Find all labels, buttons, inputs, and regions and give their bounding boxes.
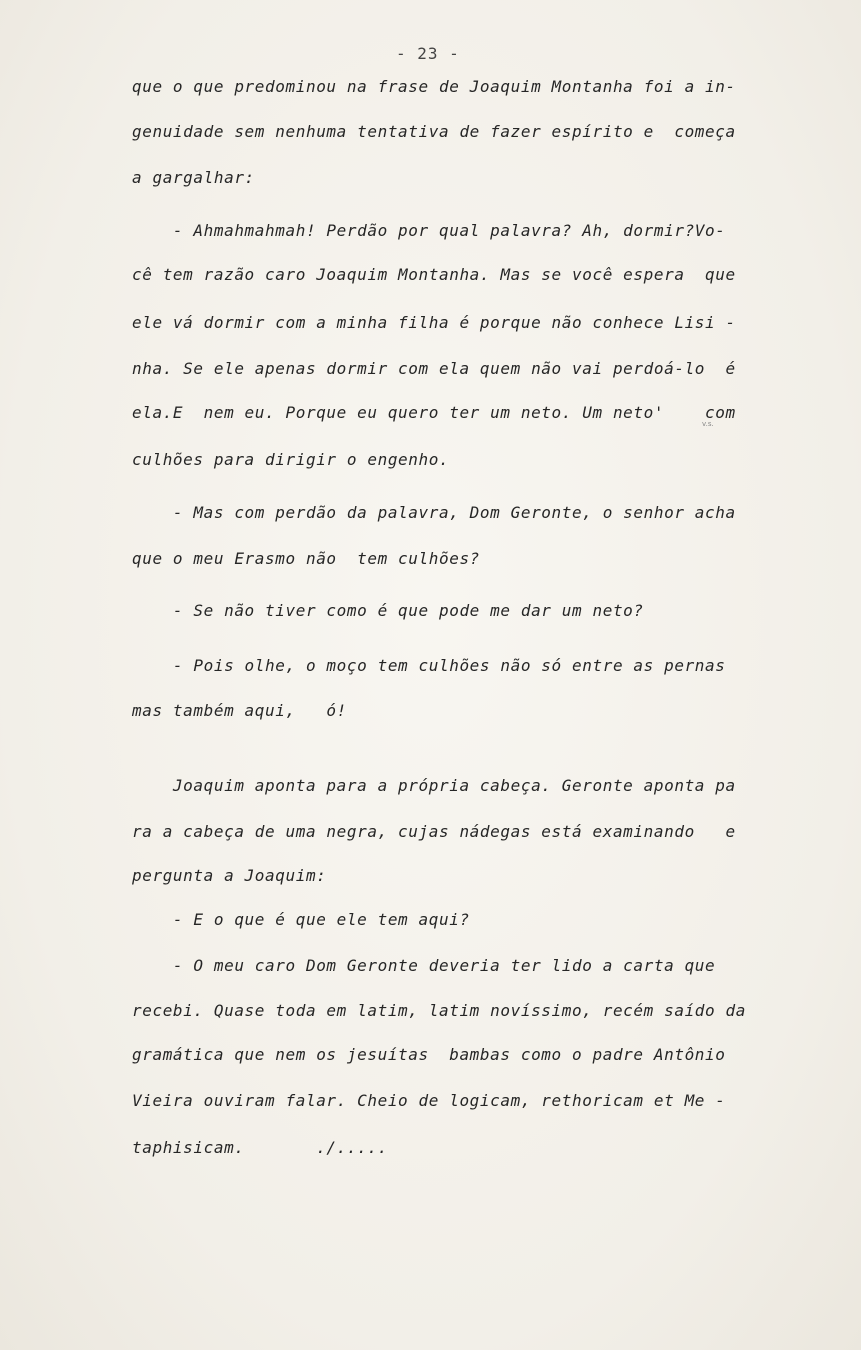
text-line-21: gramática que nem os jesuítas bambas como o padre Antônio — [132, 1045, 726, 1064]
margin-mark: v.s. — [702, 420, 714, 428]
text-line-16: ra a cabeça de uma negra, cujas nádegas está examinando e — [132, 822, 736, 841]
text-line-19: - O meu caro Dom Geronte deveria ter lido a carta que — [132, 956, 716, 975]
text-line-4: - Ahmahmahmah! Perdão por qual palavra? Ah, dormir?Vo- — [132, 221, 726, 240]
text-line-15: Joaquim aponta para a própria cabeça. Geronte aponta pa — [132, 776, 736, 795]
text-line-12: - Se não tiver como é que pode me dar um neto? — [132, 601, 644, 620]
text-line-13: - Pois olhe, o moço tem culhões não só entre as pernas — [132, 656, 726, 675]
page-number: - 23 - — [396, 44, 460, 63]
text-line-3: a gargalhar: — [132, 168, 255, 187]
text-line-23: taphisicam. ./..... — [132, 1138, 388, 1157]
text-line-1: que o que predominou na frase de Joaquim Montanha foi a in- — [132, 77, 736, 96]
text-line-11: que o meu Erasmo não tem culhões? — [132, 549, 480, 568]
text-line-10: - Mas com perdão da palavra, Dom Geronte, o senhor acha — [132, 503, 736, 522]
text-line-8: ela.E nem eu. Porque eu quero ter um neto. Um neto' com — [132, 403, 736, 422]
text-line-18: - E o que é que ele tem aqui? — [132, 910, 470, 929]
text-line-7: nha. Se ele apenas dormir com ela quem não vai perdoá-lo é — [132, 359, 736, 378]
text-line-6: ele vá dormir com a minha filha é porque não conhece Lisi - — [132, 313, 736, 332]
text-line-2: genuidade sem nenhuma tentativa de fazer espírito e começa — [132, 122, 736, 141]
text-line-22: Vieira ouviram falar. Cheio de logicam, rethoricam et Me - — [132, 1091, 726, 1110]
text-line-9: culhões para dirigir o engenho. — [132, 450, 450, 469]
text-line-20: recebi. Quase toda em latim, latim novíssimo, recém saído da — [132, 1001, 746, 1020]
text-line-14: mas também aqui, ó! — [132, 701, 347, 720]
text-line-5: cê tem razão caro Joaquim Montanha. Mas se você espera que — [132, 265, 736, 284]
text-line-17: pergunta a Joaquim: — [132, 866, 327, 885]
